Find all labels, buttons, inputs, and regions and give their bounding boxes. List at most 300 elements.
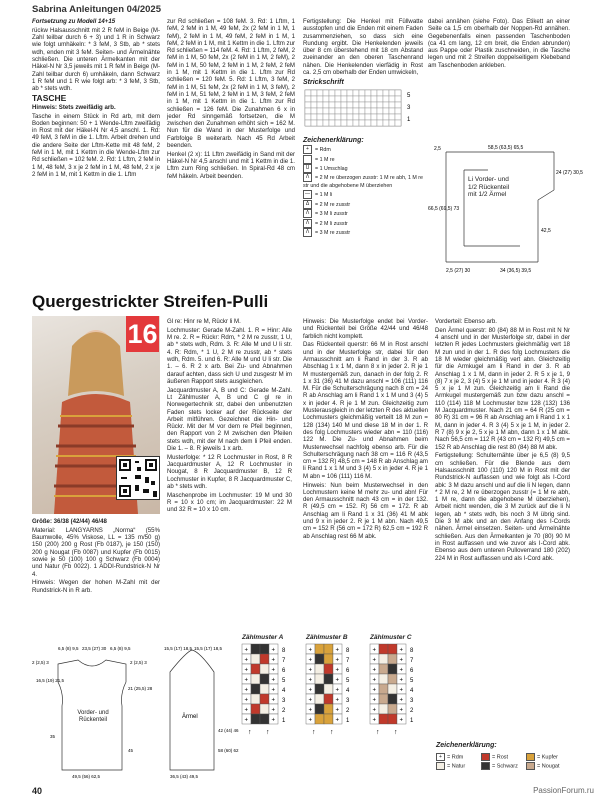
- colorwork-cell: [379, 694, 388, 704]
- edge-stitch-icon: +: [308, 667, 313, 674]
- chart-cell: [329, 90, 335, 96]
- edge-stitch-icon: +: [271, 657, 276, 664]
- edge-stitch-icon: +: [372, 717, 377, 724]
- edge-stitch-icon: +: [244, 667, 249, 674]
- zaehlmuster-b-title: Zählmuster B: [306, 634, 348, 641]
- measure-label: 66,5 (69,5) 73: [428, 206, 460, 212]
- color-swatch-icon: [526, 753, 535, 761]
- edge-stitch-icon: +: [271, 697, 276, 704]
- measure-label: 49,5 (56) 62,5: [72, 774, 101, 779]
- legend-item: [303, 219, 423, 228]
- row-number: 7: [410, 658, 414, 664]
- bottom-column-4: [435, 318, 570, 563]
- paragraph: dabei annähen (siehe Foto). Das Etikett an einer Seite ca 1,5 cm oberhalb der Noppen-Rd annähen. Gegebenenfalls einen passenden Taschenboden (ca 41 cm lang, 12 cm breit, die Enden abrunden) aus Pappe oder Plastik zuschneiden, in die Tasche legen und mit 2 Streifen doppelseitigem Klebeband am Taschenboden ankleben.: [428, 18, 570, 69]
- edge-stitch-icon: +: [308, 677, 313, 684]
- continuation-note: Fortsetzung zu Modell 14+15: [32, 18, 116, 25]
- chart-cell: [329, 108, 335, 114]
- colorwork-charts: [242, 644, 432, 748]
- chart-cell: [347, 120, 353, 126]
- legend-item: [303, 190, 423, 199]
- measure-label: 2,5 (27) 30: [446, 268, 471, 274]
- colorwork-cell: [251, 684, 260, 694]
- edge-stitch-icon: +: [372, 707, 377, 714]
- chart-cell: [305, 114, 311, 120]
- colorwork-cell: [324, 654, 333, 664]
- row-number: 3: [346, 698, 350, 704]
- chart-cell: [323, 108, 329, 114]
- colorwork-cell: [315, 694, 324, 704]
- colorwork-cell: [260, 684, 269, 694]
- color-legend-text: = Kupfer: [537, 754, 558, 761]
- paragraph: Gl re: Hinr re M, Rückr li M.: [167, 318, 241, 325]
- color-legend-heading: Zeichenerklärung:: [436, 742, 497, 749]
- edge-stitch-icon: +: [335, 657, 340, 664]
- chart-cell: [377, 108, 383, 114]
- chart-cell: [311, 120, 317, 126]
- measure-label: 2,5: [434, 146, 441, 152]
- schematic-piece-label: Vorder- und Rückenteil: [77, 710, 109, 723]
- chart-cell: [347, 90, 353, 96]
- top-column-1: [32, 18, 160, 180]
- row-number: 1: [346, 718, 350, 724]
- repeat-arrow-icon: ↑: [376, 729, 380, 736]
- bag-schematic: [428, 140, 583, 280]
- measure-label: 23,5 (27) 30: [82, 646, 107, 651]
- legend-text: = 3 M li zusstr: [315, 211, 348, 218]
- chart-cell: [365, 96, 371, 102]
- hint-paragraph: Hinweis: Wegen der hohen M-Zahl mit der Rundstrick-N in R arb.: [32, 579, 160, 594]
- colorwork-cell: [315, 684, 324, 694]
- chart-cell: [377, 114, 383, 120]
- hint: Hinweis: Stets zweifädig arb.: [32, 103, 116, 111]
- edge-stitch-icon: +: [372, 687, 377, 694]
- edge-stitch-icon: +: [271, 707, 276, 714]
- legend-text: = 2 M re zusstr: [315, 201, 351, 208]
- colorwork-cell: [260, 714, 269, 724]
- chart-cell: [311, 96, 317, 102]
- edge-stitch-icon: +: [335, 717, 340, 724]
- legend-item: [303, 200, 423, 209]
- edge-stitch-icon: +: [335, 677, 340, 684]
- repeat-arrow-icon: ↑: [312, 729, 316, 736]
- colorwork-cell: [315, 644, 324, 654]
- edge-stitch-icon: +: [308, 717, 313, 724]
- chart-cell: [359, 114, 365, 120]
- material-paragraph: Material: LANGYARNS „Norma“ (55% Baumwolle, 45% Viskose, LL = 135 m/50 g) 150 (200) 200 g Rost (Fb 0187), je 150 (150) 200 g Nougat (Fb 0087) und Kupfer (Fb 0015) sowie je 50 (100) 100 g Schwarz (Fb 0004) und Natur (Fb 0022). 1 ADDI-Rundstrick-N Nr 4.: [32, 526, 160, 578]
- edge-stitch-icon: +: [244, 697, 249, 704]
- colorwork-cell: [388, 654, 397, 664]
- schematic-piece-label: Li Vorder- und 1/2 Rückenteil mit 1/2 Ärmel: [468, 176, 510, 198]
- row-label: 1: [407, 116, 411, 123]
- legend-symbol-icon: —: [305, 191, 310, 198]
- chart-cell: [371, 108, 377, 114]
- chart-cell: [311, 114, 317, 120]
- chart-cell: [389, 108, 395, 114]
- row-number: 3: [410, 698, 414, 704]
- section-heading: TASCHE: [32, 93, 67, 104]
- colorwork-cell: [324, 704, 333, 714]
- colorwork-cell: [315, 674, 324, 684]
- paragraph: rückw Halsausschnitt mit 2 R feM in Beige (M-Zahl teilbar durch 6 + 3) und 1 R in Schwarz wie folgt umhäkeln: * 3 feM, 3 Stb, ab * stets wdh, enden mit 3 feM. Seiten- und Ärmelnähte schließen. Die unteren Ärmelkanten mit der Häkel-N Nr 3,5 jeweils mit 1 R feM in Beige (M-Zahl teilbar durch 6) umhäkeln, dann Schwarz 1 R feM und 1 R wie folgt arb: * 3 feM, 3 Stb, ab * stets wdh.: [32, 26, 160, 93]
- edge-stitch-icon: +: [335, 687, 340, 694]
- edge-stitch-icon: +: [308, 687, 313, 694]
- measure-label: 45: [128, 748, 134, 753]
- chart-cell: [317, 102, 323, 108]
- measure-label: 58,5 (63,5) 65,5: [488, 145, 524, 151]
- chart-cell: [323, 120, 329, 126]
- chart-cell: [365, 114, 371, 120]
- chart-cell: [353, 120, 359, 126]
- row-number: 1: [410, 718, 414, 724]
- legend-symbol-icon: Λ: [303, 219, 312, 228]
- chart-cell: [371, 114, 377, 120]
- colorwork-cell: [324, 714, 333, 724]
- chart-cell: [371, 102, 377, 108]
- colorwork-cell: [251, 654, 260, 664]
- chart-heading: Strickschrift: [303, 79, 344, 87]
- pattern-number-badge: 16: [126, 316, 159, 352]
- colorwork-cell: [388, 694, 397, 704]
- chart-cell: [395, 96, 401, 102]
- edge-stitch-icon: +: [244, 717, 249, 724]
- paragraph: Tasche in einem Stück in Rd arb, mit dem Boden beginnen: 50 + 1 Wende-Lftm zweifädig in Rost mit der Häkel-N Nr 4,5 anschl. 1. Rd: 49 feM, 3 feM in die 1. Lftm. Arbeit drehen und die andere Seite der Lftm-Kette mit 48 feM, 2 feM in 1 M, mit 1 Kettm in die Wende-Lftm zur Rd schließen = 102 feM. 2. Rd: 1 Lftm, 2 feM in 1 M, 48 feM, 3 x je 2 feM in 1 M, 48 feM, 2 x je 2 feM in 1 M, mit 1 Kettm in die 1. Lftm: [32, 112, 160, 178]
- chart-cell: [341, 108, 347, 114]
- chart-cell: [347, 114, 353, 120]
- color-swatch-icon: [436, 762, 445, 770]
- colorwork-cell: [251, 714, 260, 724]
- colorwork-cell: [388, 684, 397, 694]
- chart-cell: [377, 102, 383, 108]
- chart-cell: [335, 96, 341, 102]
- row-number: 3: [282, 698, 286, 704]
- legend-heading: Zeichenerklärung:: [303, 136, 364, 144]
- paragraph: Henkel (2 x): 11 Lftm zweifädig in Sand mit der Häkel-N Nr 4,5 anschl und mit 1 Kettm in die 1. Lftm zum Ring schließen. In Spiral-Rd 48 cm feM häkeln. Arbeit beenden.: [167, 150, 295, 180]
- chart-cell: [347, 108, 353, 114]
- chart-cell: [353, 108, 359, 114]
- colorwork-cell: [315, 664, 324, 674]
- paragraph: Lochmuster: Gerade M-Zahl. 1. R = Hinr: Alle M re. 2. R = Rückr: Rdm, * 2 M re zusstr, 1 U, ab * stets wdh, Rdm. 3. R: Alle M und U li str. 4. R: Rdm, * 1 U, 2 M re zusstr, ab * stets wdh, Rdm. 5. und 6. R: Alle M und U li str. Die 1. – 6. R 2 x arb. Bei Zu- und Abnahmen darauf achten, dass sich U und zusgestr M im äußeren Rapport stets ausgleichen.: [167, 326, 292, 385]
- colorwork-cell: [379, 644, 388, 654]
- colorwork-cell: [324, 644, 333, 654]
- row-number: 5: [346, 678, 350, 684]
- colorwork-cell: [260, 674, 269, 684]
- measure-label: 42,5: [541, 228, 551, 234]
- chart-cell: [335, 120, 341, 126]
- legend-text: = 1 M re: [315, 156, 335, 163]
- legend-text: = 1 Umschlag: [315, 165, 348, 172]
- measure-label: 2 (2,5) 3: [32, 660, 49, 665]
- repeat-arrow-icon: ↑: [266, 729, 270, 736]
- chart-cell: [323, 96, 329, 102]
- edge-stitch-icon: +: [335, 647, 340, 654]
- chart-cell: [353, 114, 359, 120]
- colorwork-cell: [324, 684, 333, 694]
- colorwork-cell: [379, 714, 388, 724]
- chart-cell: [377, 90, 383, 96]
- edge-stitch-icon: +: [399, 717, 404, 724]
- row-label: 5: [407, 92, 411, 99]
- chart-cell: [341, 96, 347, 102]
- chart-cell: [371, 90, 377, 96]
- chart-cell: [323, 114, 329, 120]
- chart-cell: [305, 102, 311, 108]
- magazine-header: Sabrina Anleitungen 04/2025: [32, 4, 161, 15]
- chart-cell: [317, 108, 323, 114]
- paragraph: Musterfolge: * 12 R Lochmuster in Rost, 8 R Jacquardmuster A, 12 R Lochmuster in Nougat, 8 R Jacquardmuster B, 12 R Lochmuster in Kupfer, 8 R Jacquardmuster C, ab * stets wdh.: [167, 453, 292, 491]
- colorwork-cell: [260, 664, 269, 674]
- chart-cell: [329, 102, 335, 108]
- colorwork-cell: [379, 654, 388, 664]
- chart-cell: [341, 120, 347, 126]
- chart-cell: [359, 108, 365, 114]
- legend-text: = 2 M li zusstr: [315, 220, 348, 227]
- edge-stitch-icon: +: [244, 677, 249, 684]
- repeat-arrow-icon: ↑: [248, 729, 252, 736]
- colorwork-cell: [324, 674, 333, 684]
- colorwork-cell: [251, 664, 260, 674]
- colorwork-cell: [315, 714, 324, 724]
- edge-stitch-icon: +: [308, 657, 313, 664]
- edge-stitch-icon: +: [308, 697, 313, 704]
- edge-stitch-icon: +: [372, 667, 377, 674]
- measure-label: 34 (36,5) 39,5: [500, 268, 532, 274]
- chart-cell: [311, 102, 317, 108]
- chart-cell: [383, 90, 389, 96]
- chart-cell: [335, 114, 341, 120]
- colorwork-cell: [260, 704, 269, 714]
- edge-stitch-icon: +: [244, 707, 249, 714]
- legend-text: = 2 M re überzogen zusstr: 1 M re abh, 1 M re str und die abgehobene M überziehen: [303, 175, 423, 189]
- chart-cell: [383, 102, 389, 108]
- knitting-chart: [303, 88, 423, 132]
- chart-cell: [341, 114, 347, 120]
- colorwork-cell: [315, 704, 324, 714]
- chart-cell: [329, 114, 335, 120]
- chart-cell: [383, 108, 389, 114]
- chart-cell: [347, 102, 353, 108]
- repeat-arrow-icon: ↑: [394, 729, 398, 736]
- chart-cell: [317, 120, 323, 126]
- bottom-column-3: [303, 318, 428, 541]
- row-number: 4: [282, 688, 286, 694]
- schematic-piece-label: Ärmel: [182, 714, 198, 720]
- colorwork-cell: [260, 694, 269, 704]
- edge-stitch-icon: +: [372, 647, 377, 654]
- chart-cell: [335, 90, 341, 96]
- legend-symbol-icon: +: [303, 145, 312, 154]
- colorwork-cell: [260, 644, 269, 654]
- row-number: 6: [282, 668, 286, 674]
- colorwork-cell: [388, 714, 397, 724]
- edge-stitch-icon: +: [399, 687, 404, 694]
- colorwork-cell: [260, 654, 269, 664]
- legend-text: = 1 M li: [315, 192, 333, 199]
- measure-label: 15,5 (17) 18,5: [194, 646, 223, 651]
- row-number: 4: [346, 688, 350, 694]
- row-number: 5: [282, 678, 286, 684]
- colorwork-cell: [251, 694, 260, 704]
- legend-item: [303, 173, 423, 190]
- chart-cell: [371, 120, 377, 126]
- top-column-3: [303, 18, 423, 237]
- chart-cell: [311, 90, 317, 96]
- chart-cell: [335, 102, 341, 108]
- legend-symbol-icon: U: [303, 164, 312, 173]
- paragraph: zur Rd schließen = 108 feM. 3. Rd: 1 Lftm, 1 feM, 2 feM in 1 M, 49 feM, 2x (2 feM in 1 M, 1 feM), 2 feM in 1 M, 49 feM, 2 feM in 1 M, 1 feM, 2 feM in 1 M, mit 1 Kettm in die 1. Lftm zur Rd schließen = 114 feM. 4. Rd: 1 Lftm, 2 feM, 2 feM in 1 M, 50 feM, 2x (2 feM in 1 M, 2 feM), 2 feM in 1 M, 50 feM, 2 feM in 1 M, 2 feM, 2 feM in 1 M, mit 1 Kettm in die 1. Lftm zur Rd schließen = 120 feM. 5. Rd: 1 Lftm, 3 feM, 2 feM in 1 M, 51 feM, 2x (2 feM in 1 M, 3 feM), 2 feM in 1 M, 51 feM, 2 feM in 1 M, 3 feM, 2 feM in 1 M, mit 1 Kettm in die 1. Lftm zur Rd schließen = 126 feM. Die Zunahmen 6 x in jeder Rd sinngemäß fortsetzen, die M zwischen den Zunahmen erhöht sich = 162 M. Nun für die Wand in der Musterfolge und Farbfolge B weiterarb. Nach 45 Rd Arbeit beenden.: [167, 18, 296, 150]
- measure-label: 15,5 (17) 18,5: [164, 646, 193, 651]
- legend-item: [303, 228, 423, 237]
- edge-stitch-icon: +: [244, 687, 249, 694]
- chart-cell: [389, 90, 395, 96]
- page-number: 40: [32, 786, 43, 796]
- row-number: 2: [410, 708, 414, 714]
- edge-stitch-icon: +: [271, 647, 276, 654]
- chart-cell: [305, 96, 311, 102]
- row-number: 6: [346, 668, 350, 674]
- colorwork-cell: [251, 704, 260, 714]
- row-number: 2: [346, 708, 350, 714]
- chart-cell: [377, 120, 383, 126]
- edge-stitch-icon: +: [335, 667, 340, 674]
- chart-cell: [347, 96, 353, 102]
- colorwork-cell: [251, 674, 260, 684]
- color-legend-text: = Rdm: [447, 754, 464, 761]
- chart-cell: [329, 120, 335, 126]
- bottom-column-1: [32, 518, 160, 595]
- row-number: 8: [346, 648, 350, 654]
- color-swatch-icon: [481, 762, 490, 770]
- edge-stitch-icon: +: [399, 667, 404, 674]
- color-legend-item: [436, 762, 481, 770]
- chart-cell: [383, 96, 389, 102]
- chart-cell: [371, 96, 377, 102]
- colorwork-cell: [324, 694, 333, 704]
- legend-symbol-icon: Δ: [303, 200, 312, 209]
- legend-symbol-icon: Λ: [303, 228, 312, 237]
- color-swatch-icon: [481, 753, 490, 761]
- edge-stitch-icon: +: [399, 707, 404, 714]
- measure-label: 24 (27) 30,5: [556, 170, 583, 176]
- paragraph: Jacquardmuster A, B und C: Gerade M-Zahl. Lt Zählmuster A, B und C gl re in Norwegertechnik str, dabei den unbenutzten Faden stets locker auf der Rückseite der Arbeit mitführen. Gezeichnet die Hin- und Rückr. Mit der M vor dem re Pfeil beginnen, den Rapport von 2 M zwischen den Pfeilen stets wdh, mit der M nach dem li Pfeil enden. Die 1. – 8. R jeweils 1 x arb.: [167, 386, 292, 453]
- qr-code[interactable]: [116, 456, 160, 500]
- color-legend-text: = Schwarz: [492, 763, 518, 770]
- row-number: 5: [410, 678, 414, 684]
- chart-cell: [395, 120, 401, 126]
- colorwork-cell: [379, 674, 388, 684]
- chart-cell: [395, 114, 401, 120]
- edge-stitch-icon: +: [372, 657, 377, 664]
- edge-stitch-icon: +: [271, 677, 276, 684]
- row-number: 8: [282, 648, 286, 654]
- row-label: 3: [407, 104, 411, 111]
- color-legend-item: [526, 753, 571, 761]
- watermark: PassionForum.ru: [533, 786, 594, 795]
- zaehlmuster-a-title: Zählmuster A: [242, 634, 284, 641]
- chart-cell: [323, 90, 329, 96]
- chart-cell: [335, 108, 341, 114]
- front-back-schematic: [32, 642, 152, 780]
- zaehlmuster-c-title: Zählmuster C: [370, 634, 412, 641]
- legend-symbol-icon: Λ: [303, 209, 312, 218]
- chart-cell: [323, 102, 329, 108]
- sleeve-schematic: [160, 642, 238, 780]
- paragraph: Das Rückenteil querstr: 66 M in Rost anschl und in der Musterfolge str, dabei für den Armausschnitt am li Rand in der 3. R ab Abschlag 1 x 1 M, dann 8 x in jeder 2. R je 1 M mustergemäß zun, danach in der folg 2. R 1 x 31 (36) 41 M dazu anschl = 106 (111) 116 M. Für die Schulterschrägung nach 8 cm = 24 R ab Anschlag am li Rand 1 x 1 M und 3 (4) 5 x in jeder 4. R je 1 M zun. Gleichzeitig zum Musterausgleich in der letzten R des aktuellen Lochmusters gleichmäßig verteilt 18 M zun = 128 (134) 140 M und diese 18 M in der 1. R des folg Lochmusters wieder abn = 110 (116) 122 M. Die Zu- und Abnahmen beim Musterwechsel nachfolg ebenso arb. Für die Schulterschrägung nach 38 cm = 116 R (43,5 cm = 132 R) 48,5 cm = 148 R ab Anschlag am li Rand 1 x 1 M und 3 (4) 5 x in jeder 4. R je 1 M abn = 106 (111) 116 M.: [303, 341, 428, 480]
- measure-label: 6,5 (8) 9,5: [58, 646, 79, 651]
- paragraph: Den Ärmel querstr: 80 (84) 88 M in Rost mit N Nr 4 anschl und in der Musterfolge str, dabei in der letzten R jedes Lochmusters gleichmäßig vert 18 M zun und in der 1. R des folg Lochmusters die 18 M wieder gleichmäßig vert abn. Gleichzeitig für die Armkugel am li Rand in der 3. R ab Anschlag 1 x 1 M, dann in jeder 2. R 5 x je 1, 9 (8) 7 x je 2, 3 (4) 5 x je 1 M und in jeder 4. R 3 (4) 5 x je 1 M zun. Gleichzeitig am li Rand die Armkugel mustergemäß zun bzw dazu anschl = 110 (114) 118 M Lochmuster bzw 128 (132) 136 M Jacquardmuster. Nach 21 cm = 64 R (25 cm = 80 R) 31 cm = 96 R ab Anschlag am li Rand 1 x 1 M, dann in jeder 4. R 3 (4) 5 x je 1 M, in jeder 2. R 7 (8) 9 x je 2, 5 x je 1 M abn, dann 1 x 1 M abk. Nach 56,5 cm = 112 R (43 cm = 132 R) 49,5 cm = 152 R ab Anschlag die rest 80 (84) 88 M abk.: [435, 326, 570, 451]
- chart-cell: [395, 108, 401, 114]
- colorwork-cell: [379, 684, 388, 694]
- edge-stitch-icon: +: [372, 677, 377, 684]
- edge-stitch-icon: +: [271, 667, 276, 674]
- row-number: 1: [282, 718, 286, 724]
- colorwork-cell: [315, 654, 324, 664]
- edge-stitch-icon: +: [399, 647, 404, 654]
- legend-symbol-icon: [303, 155, 312, 164]
- chart-cell: [365, 108, 371, 114]
- knit-chart-cells: [305, 90, 401, 126]
- color-legend-text: = Rost: [492, 754, 509, 761]
- row-number: 6: [410, 668, 414, 674]
- edge-stitch-icon: +: [308, 707, 313, 714]
- chart-cell: [353, 102, 359, 108]
- measure-label: 2 (2,5) 3: [130, 660, 147, 665]
- paragraph: Vorderteil: Ebenso arb.: [435, 318, 497, 325]
- row-number: 4: [410, 688, 414, 694]
- row-number: 8: [410, 648, 414, 654]
- edge-stitch-icon: +: [335, 697, 340, 704]
- chart-cell: [341, 102, 347, 108]
- legend-item: [303, 145, 423, 154]
- chart-cell: [395, 90, 401, 96]
- measure-label: 36,5 (43) 49,5: [170, 774, 199, 779]
- row-number: 2: [282, 708, 286, 714]
- chart-cell: [389, 102, 395, 108]
- measure-label: 58 (60) 62: [218, 748, 239, 753]
- chart-cell: [305, 120, 311, 126]
- colorwork-cell: [379, 704, 388, 714]
- edge-stitch-icon: +: [271, 717, 276, 724]
- chart-cell: [365, 120, 371, 126]
- edge-stitch-icon: +: [399, 657, 404, 664]
- colorwork-cell: [388, 644, 397, 654]
- pattern-title: Quergestrickter Streifen-Pulli: [32, 292, 269, 311]
- bottom-column-2: [167, 318, 292, 515]
- colorwork-cell: [388, 674, 397, 684]
- color-legend-text: = Natur: [447, 763, 466, 770]
- chart-cell: [389, 96, 395, 102]
- color-legend: [436, 753, 572, 772]
- legend-text: = Rdm: [315, 147, 331, 154]
- chart-cell: [365, 90, 371, 96]
- legend-list: [303, 145, 423, 237]
- edge-stitch-icon: +: [244, 657, 249, 664]
- chart-cell: [383, 120, 389, 126]
- chart-cell: [317, 90, 323, 96]
- legend-text: = 3 M re zusstr: [315, 229, 351, 236]
- chart-cell: [359, 102, 365, 108]
- color-legend-item: [526, 762, 571, 770]
- edge-stitch-icon: +: [244, 647, 249, 654]
- chart-cell: [359, 120, 365, 126]
- measure-label: 16,5 (19) 21,5: [36, 678, 65, 683]
- color-legend-item: [481, 753, 526, 761]
- top-column-2: [167, 18, 295, 182]
- chart-cell: [359, 96, 365, 102]
- chart-cell: [365, 102, 371, 108]
- paragraph: Fertigstellung: Die Henkel mit Füllwatte ausstopfen und die Enden mit einem Faden zusammenziehen, so dass sich eine Rundung ergibt. Die Henkelenden jeweils über 8 cm überstehend mit 18 cm Abstand zueinander an den oberen Taschenrand nähen. Die Henkelenden vierfädig in Rost ca. 2,5 cm oberhalb der Enden umwickeln,: [303, 18, 423, 77]
- chart-cell: [389, 114, 395, 120]
- color-swatch-icon: [526, 762, 535, 770]
